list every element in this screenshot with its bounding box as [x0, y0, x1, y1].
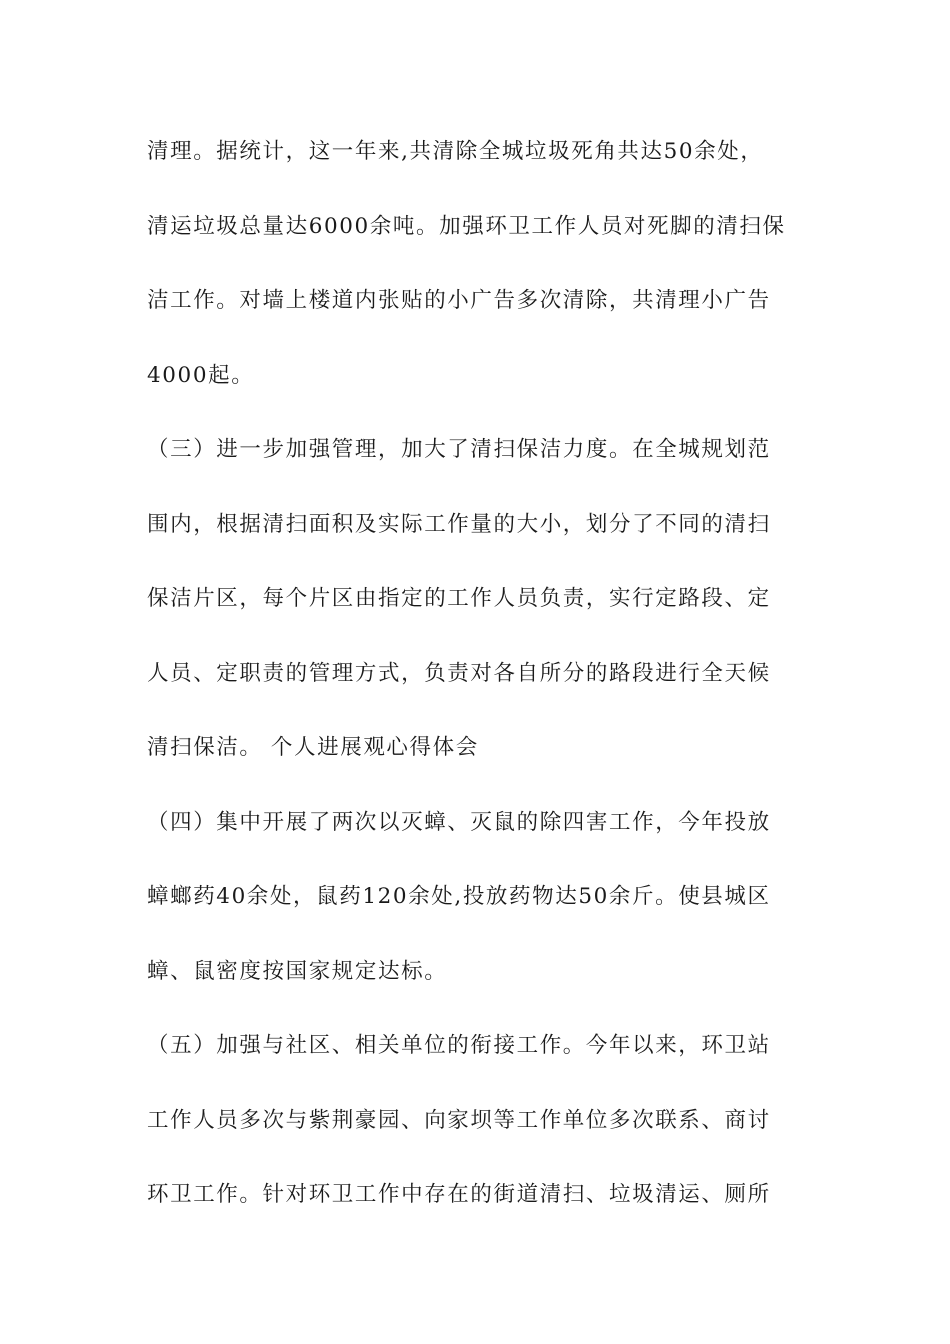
text-line: 4000起。 [147, 362, 255, 388]
text-line: 蟑、鼠密度按国家规定达标。 [147, 958, 448, 984]
text-line: 围内，根据清扫面积及实际工作量的大小，划分了不同的清扫 [147, 511, 771, 537]
section-3-heading-line: （三）进一步加强管理，加大了清扫保洁力度。在全城规划范 [147, 437, 771, 462]
text-line: 人员、定职责的管理方式，负责对各自所分的路段进行全天候 [147, 660, 771, 686]
section-5-heading-line: （五）加强与社区、相关单位的衔接工作。今年以来，环卫站 [147, 1033, 771, 1058]
text-line: 洁工作。对墙上楼道内张贴的小广告多次清除，共清理小广告 [147, 288, 771, 313]
text-line: 清理。据统计，这一年来,共清除全城垃圾死角共达50余处， [147, 139, 764, 164]
text-line: 清扫保洁。 个人进展观心得体会 [147, 735, 479, 760]
section-4-heading-line: （四）集中开展了两次以灭蟑、灭鼠的除四害工作，今年投放 [147, 809, 771, 835]
text-line: 清运垃圾总量达6000余吨。加强环卫工作人员对死脚的清扫保 [147, 213, 786, 239]
text-line: 保洁片区，每个片区由指定的工作人员负责，实行定路段、定 [147, 586, 771, 611]
body-text [147, 127, 807, 1245]
text-line: 环卫工作。针对环卫工作中存在的街道清扫、垃圾清运、厕所 [147, 1182, 771, 1207]
text-line: 蟑螂药40余处，鼠药120余处,投放药物达50余斤。使县城区 [147, 884, 771, 909]
text-line: 工作人员多次与紫荆豪园、向家坝等工作单位多次联系、商讨 [147, 1107, 771, 1133]
